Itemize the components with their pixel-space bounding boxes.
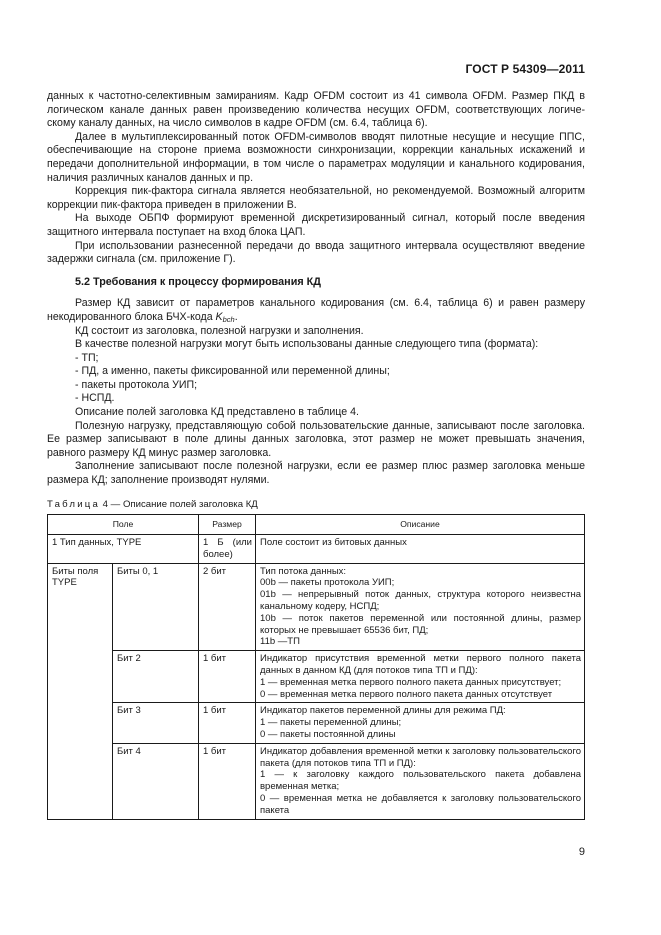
description-cell [256,651,585,703]
list-item: - ПД, а именно, пакеты фиксированной или переменной длины; [75,365,390,378]
table-row [48,535,585,564]
paragraph-line: логическом канале данных равен произведению количества несущих OFDM, соответствующих логиче- [47,103,585,116]
group-label-continuation [48,651,113,703]
table-header-row [48,515,585,535]
paragraph: В качестве полезной нагрузки могут быть использованы данные следующего типа (формата): [75,338,539,351]
paragraph-line: скому каналу данных, на число символов в кадре OFDM (см. 6.4, таблица 6). [47,117,428,130]
table-row [48,743,585,819]
paragraph: Описание полей заголовка КД представлено в таблице 4. [75,406,359,419]
bit-name-cell: Бит 3 [113,703,199,743]
paragraph: Полезную нагрузку, представляющую собой пользовательские данные, записывают после заголовка. Ее размер записывают в поле длины данных заголовка, этот размер не может превышать значения, равного размеру КД минус размер заголовка. [47,419,585,459]
paragraph: Далее в мультиплексированный поток OFDM-символов вводят пилотные несущие и несущие ППС, обеспечивающие на стороне приема возможности синхронизации, коррекции канальных искажений и передачи дополнительной информации, в том числе о параметрах модуляции и канального кодирования, наличия различных каналов данных и пр. [47,130,585,184]
paragraph-end: . [234,310,238,323]
table-row [48,563,585,651]
description-line: Индикатор добавления временной метки к заголовку пользовательского пакета (для потоков типа ТП и ПД): [260,745,581,769]
description-line: 1 — пакеты переменной длины; [260,717,402,729]
table-row [48,703,585,743]
size-cell: 1 бит [199,651,256,703]
paragraph [47,297,585,324]
group-label-continuation [48,743,113,819]
description-line: 01b — непрерывный поток данных, структура которого неизвестна канальному кодеру, НСПД; [260,589,581,612]
paragraph: При использовании разнесенной передачи до ввода защитного интервала осуществляют введение задержки сигнала (см. приложение Г). [47,239,585,266]
description-line: 10b — поток пакетов переменной или постоянной длины, размер которых не превышает 65536 бит, ПД; [260,612,581,636]
description-line: 11b —ТП [260,636,300,648]
column-header-field: Поле [48,515,199,535]
field-cell: 1 Тип данных, TYPE [48,535,199,564]
standard-header: ГОСТ Р 54309—2011 [465,62,585,76]
size-cell: 1 бит [199,703,256,743]
list-item: - пакеты протокола УИП; [75,378,198,391]
column-header-size: Размер [199,515,256,535]
size-cell: 2 бит [199,563,256,651]
bit-name-cell: Бит 4 [113,743,199,819]
table-row [48,651,585,703]
description-line: 0 — временная метка не добавляется к заголовку пользовательского пакета [260,792,581,816]
table-caption-label: Таблица [47,498,101,510]
bit-name-cell: Биты 0, 1 [113,563,199,651]
list-item: - ТП; [75,351,99,364]
group-label-cell: Биты поля TYPE [48,563,113,651]
column-header-description: Описание [256,515,585,535]
paragraph: Заполнение записывают после полезной нагрузки, если ее размер плюс размер заголовка меньше размера КД; заполнение производят нулями. [47,460,585,487]
description-line: 0 — временная метка первого полного пакета данных отсутствует [260,688,553,700]
description-line: 00b — пакеты протокола УИП; [260,577,395,589]
paragraph: На выходе ОБПФ формируют временной дискретизированный сигнал, который после введения защитного интервала поступает на вход блока ЦАП. [47,212,585,238]
description-line: Индикатор присутствия временной метки первого полного пакета данных в данном КД (для потоков типа ТП и ПД): [260,653,581,676]
description-line: 0 — пакеты постоянной длины [260,728,396,740]
paragraph: Коррекция пик-фактора сигнала является необязательной, но рекомендуемой. Возможный алгоритм коррекции пик-фактора приведен в приложении В. [47,185,585,211]
k-symbol: K [215,310,223,323]
description-line: Индикатор пакетов переменной длины для режима ПД: [260,705,506,717]
table-caption [47,498,585,512]
paragraph: КД состоит из заголовка, полезной нагрузки и заполнения. [75,324,364,337]
table-caption-text: 4 — Описание полей заголовка КД [100,498,258,510]
paragraph-line: данных к частотно-селективным замираниям. Кадр OFDM состоит из 41 символа OFDM. Размер ПКД в [47,90,585,102]
group-label-continuation [48,703,113,743]
description-line: Тип потока данных: [260,565,347,577]
paragraph-text: Размер КД зависит от параметров канального кодирования (см. 6.4, таблица 6) и равен размеру некодированного блока БЧХ-кода [47,297,585,323]
description-cell [256,563,585,651]
header-fields-table [47,514,585,820]
size-cell: 1 бит [199,743,256,819]
size-cell: 1 Б (или более) [199,535,256,564]
list-item: - НСПД. [75,392,115,405]
description-cell: Поле состоит из битовых данных [256,535,585,564]
description-line: 1 — временная метка первого полного пакета данных присутствует; [260,676,562,688]
description-cell [256,743,585,819]
body-text [47,90,585,519]
description-line: 1 — к заголовку каждого пользовательского пакета добавлена временная метка; [260,769,581,793]
description-cell [256,703,585,743]
bit-name-cell: Бит 2 [113,651,199,703]
section-title: 5.2 Требования к процессу формирования КД [75,275,321,288]
page-number: 9 [578,846,585,858]
k-subscript: bch [222,314,235,324]
